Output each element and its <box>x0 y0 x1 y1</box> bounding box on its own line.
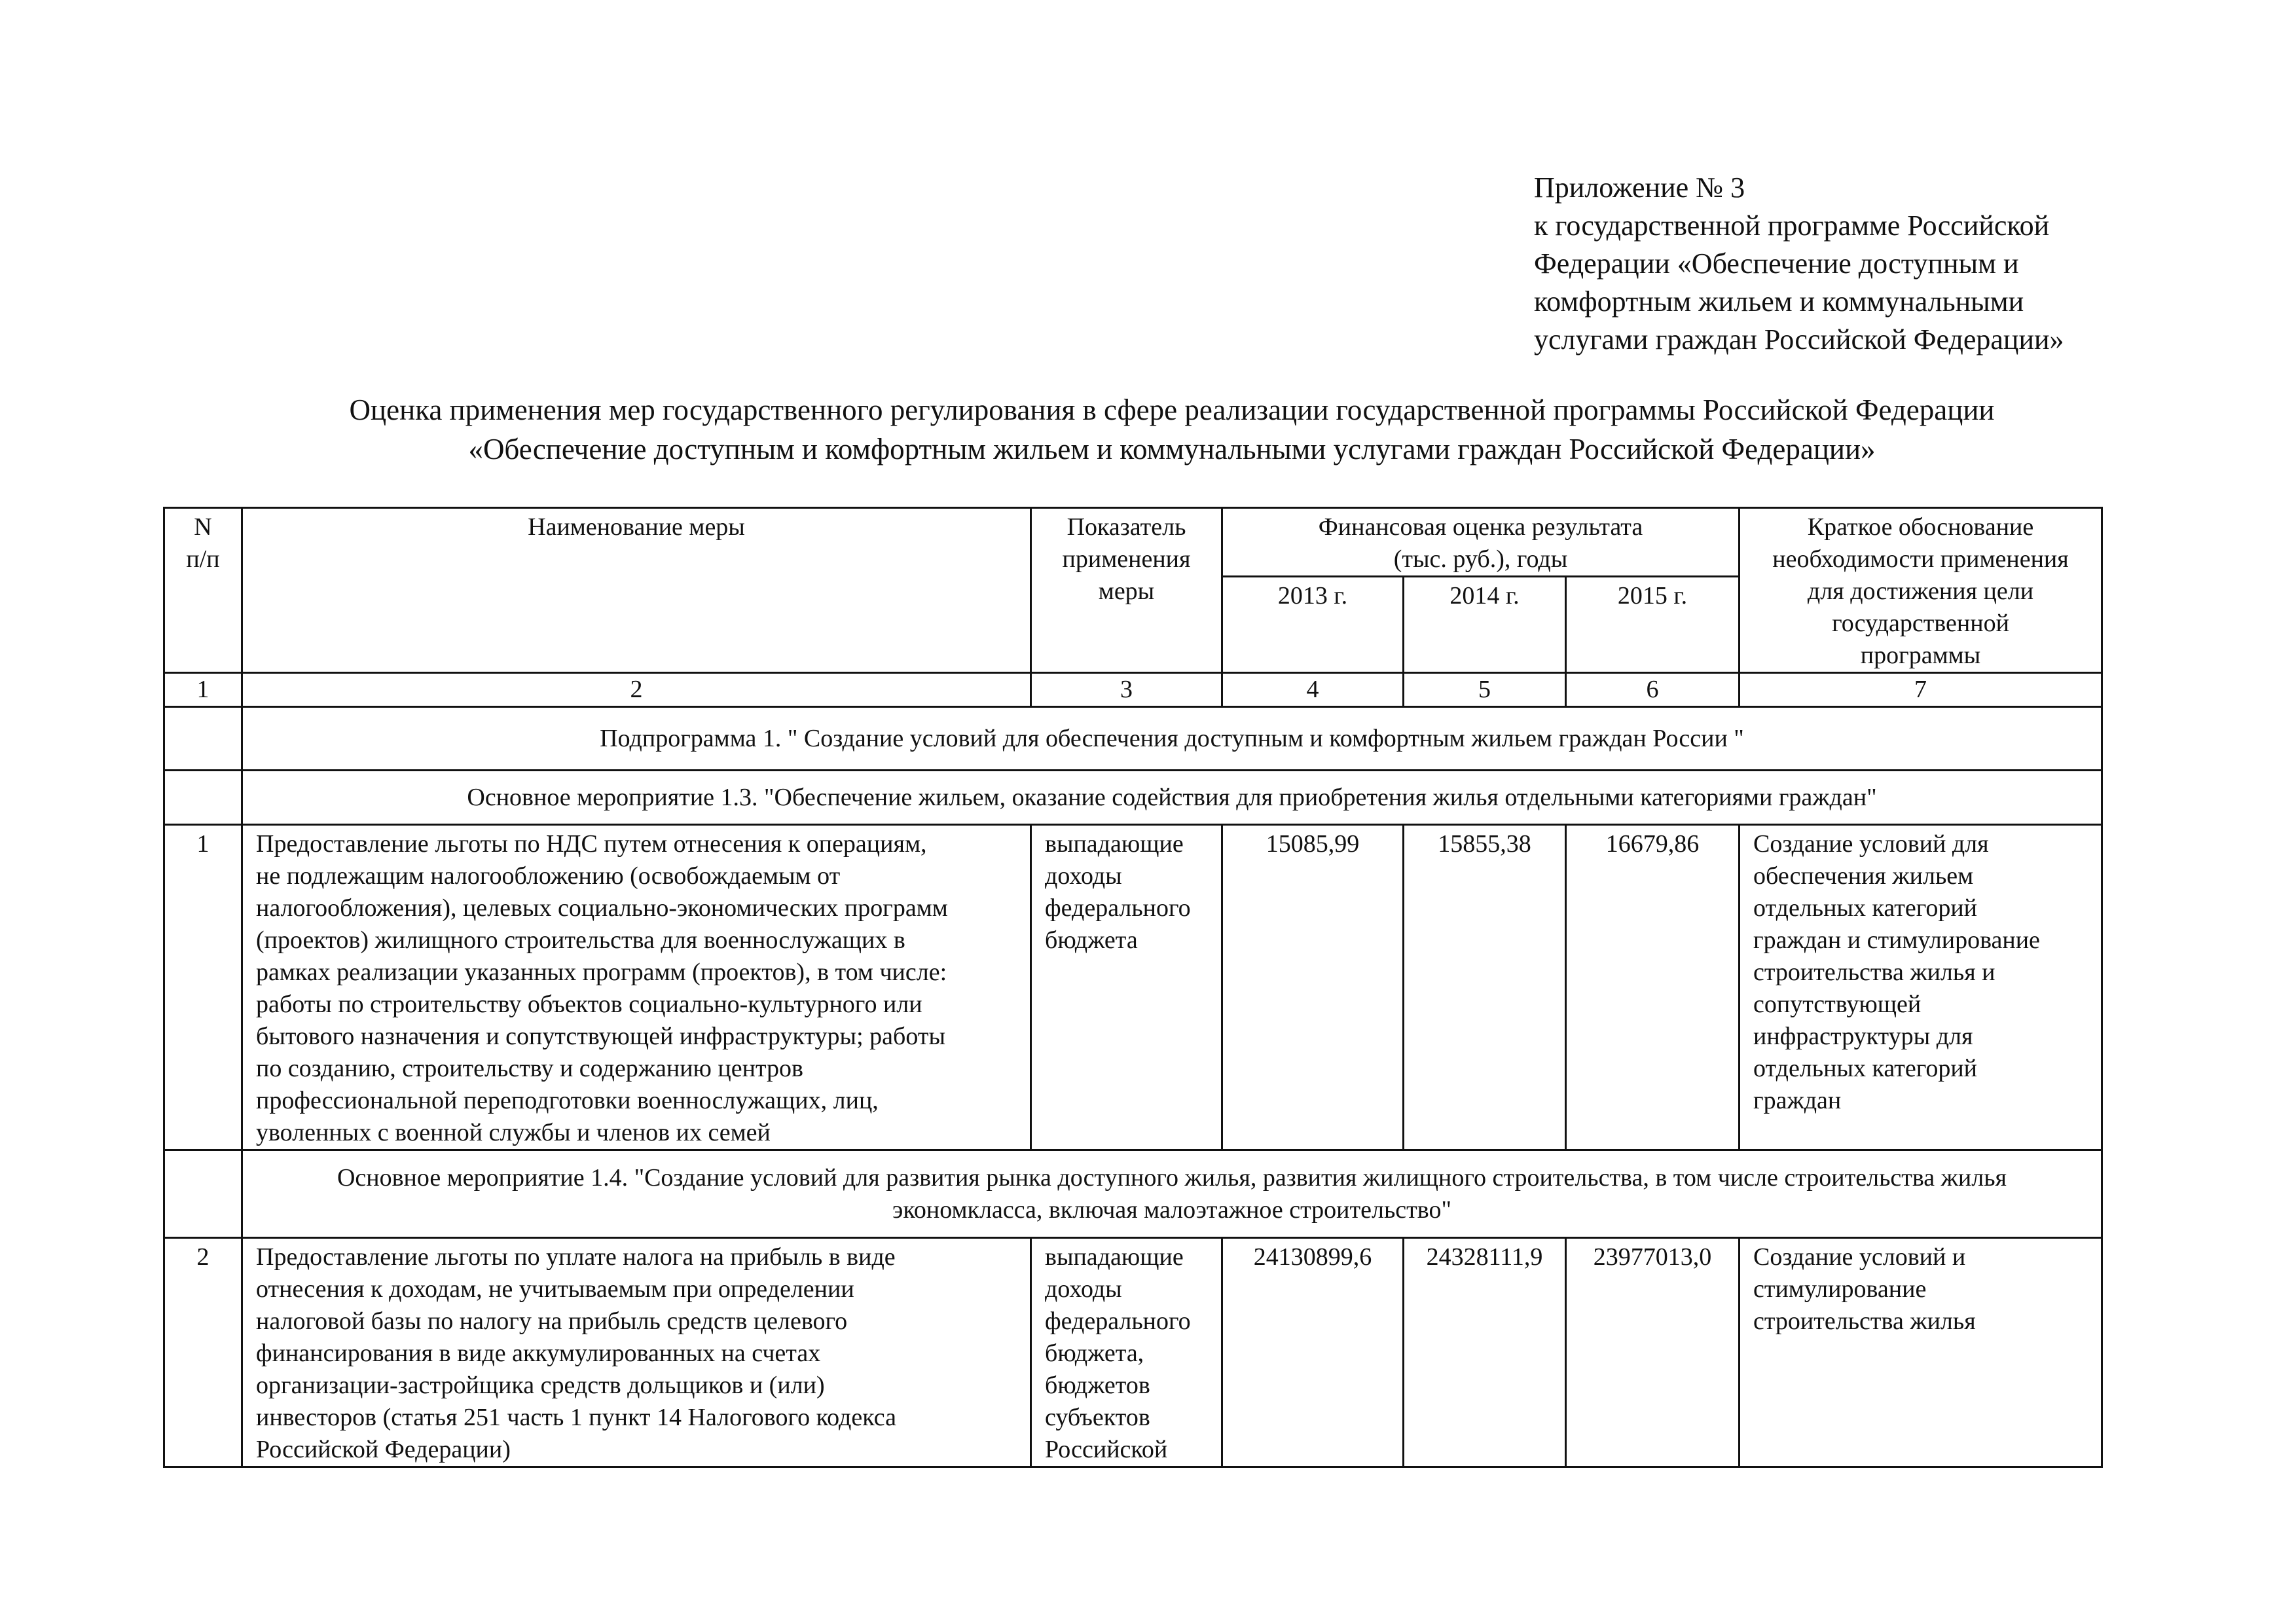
row-number: 1 <box>164 825 242 1150</box>
header-name: Наименование меры <box>242 508 1031 673</box>
column-number: 6 <box>1566 673 1740 707</box>
appendix-line: Федерации «Обеспечение доступным и <box>1534 247 2019 280</box>
title-line: Оценка применения мер государственного регулирования в сфере реализации государственной программы Российской Федерации <box>349 393 1995 426</box>
header-year-2015: 2015 г. <box>1566 577 1740 673</box>
measure-name: Предоставление льготы по НДС путем отнесения к операциям, не подлежащим налогообложению (освобождаемым от налогообложения), целевых социально-экономических программ (проектов) жилищного строительства для военнослужащих в рамках реализации указанных программ (проектов), в том числе: работы по строительству объектов социально-культурного или бытового назначения и сопутствующей инфраструктуры; работы по созданию, строительству и содержанию центров профессиональной переподготовки военнослужащих, лиц, уволенных с военной службы и членов их семей <box>242 825 1031 1150</box>
appendix-line: услугами граждан Российской Федерации» <box>1534 323 2064 356</box>
table-row <box>164 825 2102 1150</box>
measures-table <box>163 507 2103 1468</box>
table-row <box>164 1238 2102 1467</box>
appendix-line: к государственной программе Российской <box>1534 210 2050 242</box>
row-number: 2 <box>164 1238 242 1467</box>
column-number: 1 <box>164 673 242 707</box>
header-year-2013: 2013 г. <box>1222 577 1404 673</box>
appendix-line: Приложение № 3 <box>1534 172 1745 204</box>
header-row <box>164 508 2102 577</box>
column-number: 5 <box>1404 673 1566 707</box>
value-2014: 15855,38 <box>1404 825 1566 1150</box>
activity-1-3-title: Основное мероприятие 1.3. "Обеспечение жильем, оказание содействия для приобретения жилья отдельными категориями граждан" <box>242 771 2102 825</box>
activity-1-4-row <box>164 1150 2102 1238</box>
value-2013: 24130899,6 <box>1222 1238 1404 1467</box>
header-finance: Финансовая оценка результата (тыс. руб.), годы <box>1222 508 1740 577</box>
subprogram-title: Подпрограмма 1. " Создание условий для обеспечения доступным и комфортным жильем граждан России " <box>242 707 2102 771</box>
document-title <box>131 390 2213 469</box>
appendix-block <box>1534 169 2267 359</box>
value-2014: 24328111,9 <box>1404 1238 1566 1467</box>
header-year-2014: 2014 г. <box>1404 577 1566 673</box>
column-number: 3 <box>1031 673 1222 707</box>
column-number: 7 <box>1740 673 2102 707</box>
column-number: 2 <box>242 673 1031 707</box>
indicator: выпадающие доходы федерального бюджета, бюджетов субъектов Российской <box>1031 1238 1222 1467</box>
column-number: 4 <box>1222 673 1404 707</box>
activity-1-3-row <box>164 771 2102 825</box>
measure-name: Предоставление льготы по уплате налога на прибыль в виде отнесения к доходам, не учитываемым при определении налоговой базы по налогу на прибыль средств целевого финансирования в виде аккумулированных на счетах организации-застройщика средств дольщиков и (или) инвесторов (статья 251 часть 1 пункт 14 Налогового кодекса Российской Федерации) <box>242 1238 1031 1467</box>
value-2013: 15085,99 <box>1222 825 1404 1150</box>
value-2015: 23977013,0 <box>1566 1238 1740 1467</box>
justification: Создание условий и стимулирование строительства жилья <box>1740 1238 2102 1467</box>
header-num: N п/п <box>164 508 242 673</box>
value-2015: 16679,86 <box>1566 825 1740 1150</box>
activity-1-4-title: Основное мероприятие 1.4. "Создание условий для развития рынка доступного жилья, развития жилищного строительства, в том числе строительства жилья экономкласса, включая малоэтажное строительство" <box>242 1150 2102 1238</box>
subprogram-row <box>164 707 2102 771</box>
column-numbers-row <box>164 673 2102 707</box>
title-line: «Обеспечение доступным и комфортным жильем и коммунальными услугами граждан Российской Федерации» <box>468 433 1876 465</box>
appendix-line: комфортным жильем и коммунальными <box>1534 285 2024 318</box>
justification: Создание условий для обеспечения жильем отдельных категорий граждан и стимулирование строительства жилья и сопутствующей инфраструктуры для отдельных категорий граждан <box>1740 825 2102 1150</box>
header-justification: Краткое обоснование необходимости применения для достижения цели государственной программы <box>1740 508 2102 673</box>
indicator: выпадающие доходы федерального бюджета <box>1031 825 1222 1150</box>
header-indicator: Показатель применения меры <box>1031 508 1222 673</box>
